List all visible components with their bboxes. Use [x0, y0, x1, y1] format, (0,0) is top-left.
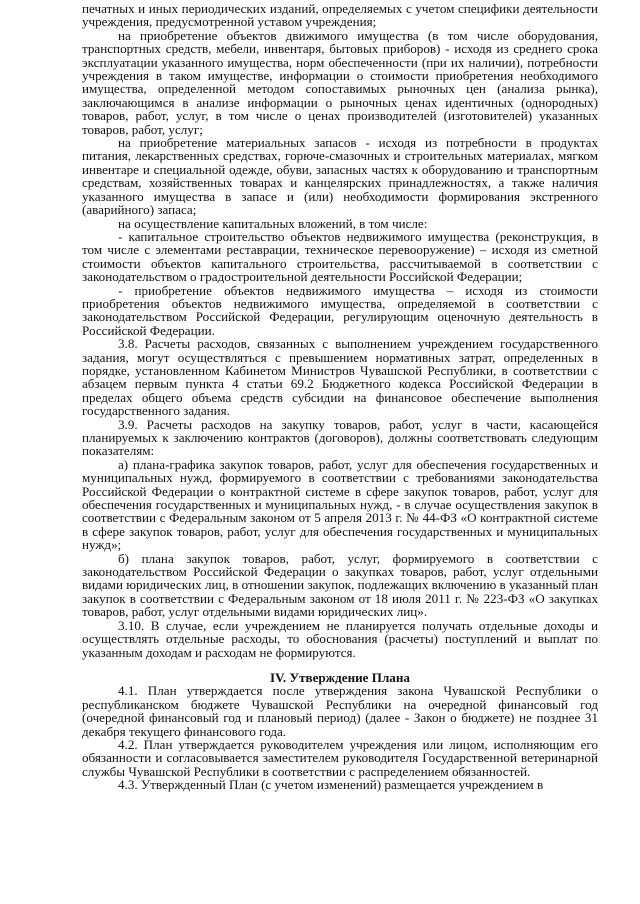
paragraph-periodicals: печатных и иных периодических изданий, определяемых с учетом специфики деятельности учреждения, предусмотренной уставом учреждения; — [82, 1, 598, 30]
document-page — [82, 2, 598, 792]
paragraph-capital-investments: на осуществление капитальных вложений, в том числе: — [118, 215, 428, 231]
paragraph-capital-construction: - капитальное строительство объектов недвижимого имущества (реконструкция, в том числе с элементами реставрации, техническое перевооружение) – исходя из сметной стоимости объектов капитального строительства, рассчитываемой в соответствии с законодательством о градостроительной деятельности Российской Федерации; — [82, 228, 598, 285]
paragraph-real-estate-acquisition: - приобретение объектов недвижимого имущества – исходя из стоимости приобретения объектов недвижимого имущества, определяемой в соответствии с законодательством Российской Федерации, регулирующим оценочную деятельность в Российской Федерации. — [82, 282, 598, 338]
paragraph-3-8: 3.8. Расчеты расходов, связанных с выполнением учреждением государственного задания, могут осуществляться с превышением нормативных затрат, определенных в порядке, установленном Кабинетом Министров Чувашской Республики, в соответствии с абзацем первым пункта 4 статьи 69.2 Бюджетного кодекса Российской Федерации в пределах общего объема средств субсидии на финансовое обеспечение выполнения государственного задания. — [82, 336, 598, 419]
section-heading: IV. Утверждение Плана — [270, 669, 410, 685]
paragraph-4-2: 4.2. План утверждается руководителем учреждения или лицом, исполняющим его обязанности и согласовывается заместителем руководителя Государственной ветеринарной службы Чувашской Республики в соответствии с распределением обязанностей. — [82, 736, 598, 779]
paragraph-3-10: 3.10. В случае, если учреждением не планируется получать отдельные доходы и осуществлять отдельные расходы, то обоснования (расчеты) поступлений и выплат по указанным доходам и расходам не формируются. — [82, 617, 598, 660]
paragraph-4-1: 4.1. План утверждается после утверждения закона Чувашской Республики о республиканском бюджете Чувашской Республики на очередной финансовый год (очередной финансовый год и плановый период) (далее - Закон о бюджете) не позднее 31 декабря текущего финансового года. — [82, 683, 598, 739]
paragraph-material-stocks: на приобретение материальных запасов - исходя из потребности в продуктах питания, лекарственных средствах, горюче-смазочных и строительных материалах, мягком инвентаре и специальной одежде, обуви, запасных частях к оборудованию и транспортным средствам, хозяйственных товарах и канцелярских принадлежностях, а также наличия указанного имущества в запасе и (или) необходимости формирования экстренного (аварийного) запаса; — [82, 135, 598, 218]
paragraph-movable-property: на приобретение объектов движимого имущества (в том числе оборудования, транспортных средств, мебели, инвентаря, бытовых приборов) - исходя из среднего срока эксплуатации указанного имущества, норм обеспеченности (при их наличии), потребности учреждения в таком имуществе, информации о стоимости приобретения необходимого имущества, определенной методом сопоставимых рыночных цен (анализа рынка), заключающимся в анализе информации о рыночных ценах идентичных (однородных) товаров, работ, услуг, в том числе о ценах производителей (изготовителей) указанных товаров, работ, услуг; — [82, 27, 598, 137]
paragraph-4-3: 4.3. Утвержденный План (с учетом изменений) размещается учреждением в — [118, 777, 544, 793]
paragraph-3-9: 3.9. Расчеты расходов на закупку товаров, работ, услуг в части, касающейся планируемых к заключению контрактов (договоров), должны соответствовать следующим показателям: — [82, 416, 598, 459]
paragraph-3-9-b: б) плана закупок товаров, работ, услуг, формируемого в соответствии с законодательством Российской Федерации о закупках товаров, работ, услуг отдельными видами юридических лиц, в отношении закупок, подлежащих включению в указанный план закупок в соответствии с Федеральным законом от 18 июля 2011 г. № 223-ФЗ «О закупках товаров, работ, услуг отдельными видами юридических лиц». — [82, 550, 598, 620]
paragraph-3-9-a: а) плана-графика закупок товаров, работ, услуг для обеспечения государственных и муниципальных нужд, формируемого в соответствии с требованиями законодательства Российской Федерации о контрактной системе в сфере закупок товаров, работ, услуг для обеспечения государственных и муниципальных нужд, - в случае осуществления закупок в соответствии с Федеральным законом от 5 апреля 2013 г. № 44-ФЗ «О контрактной системе в сфере закупок товаров, работ, услуг для обеспечения государственных и муниципальных нужд»; — [82, 456, 598, 553]
